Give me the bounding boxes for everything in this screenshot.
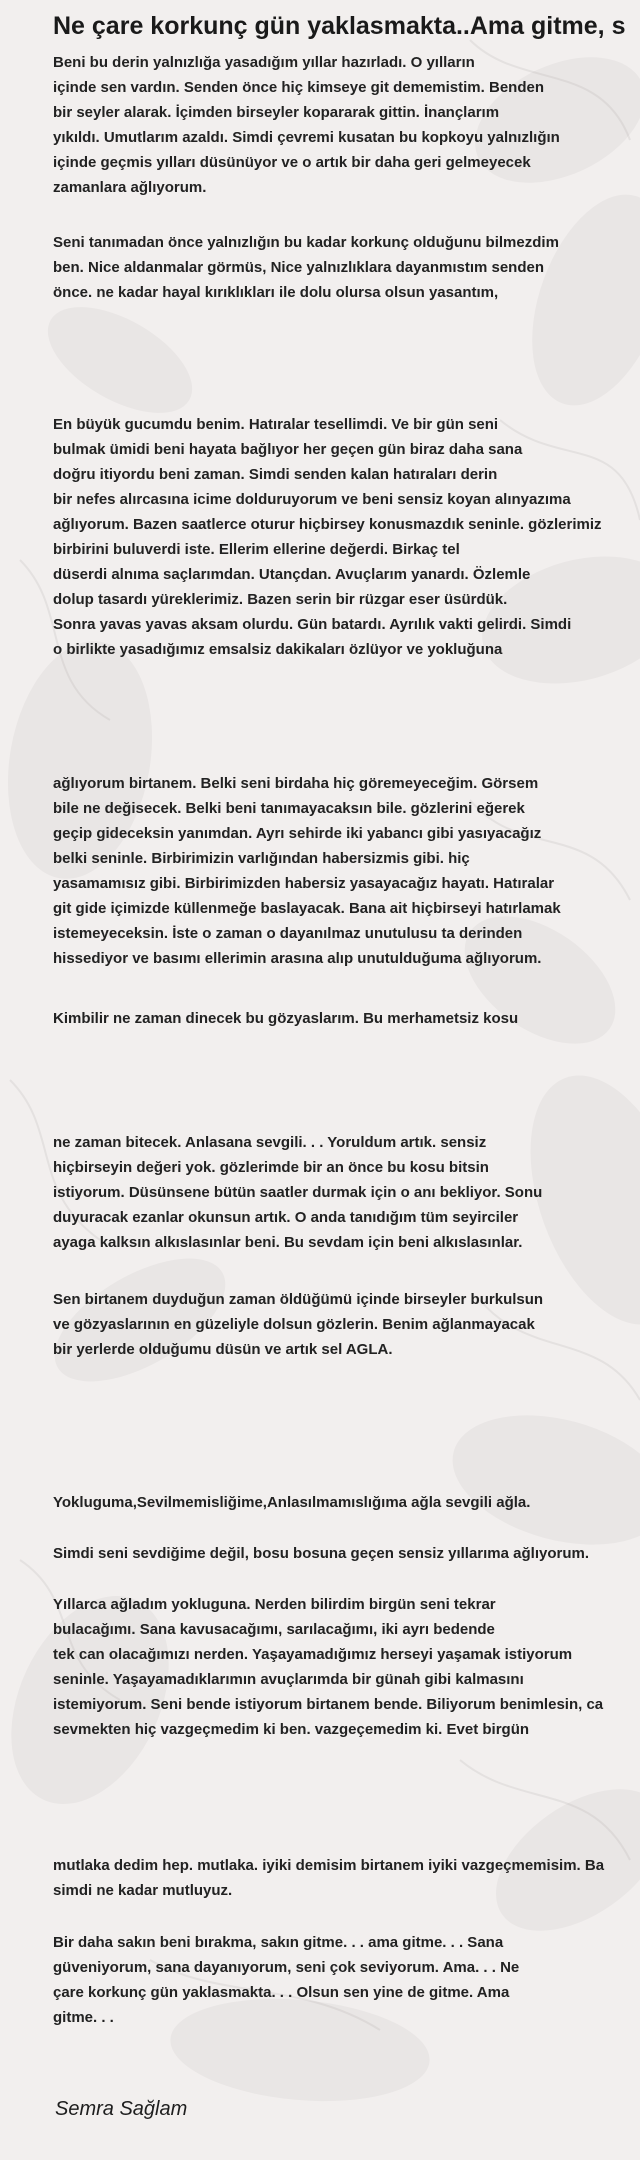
poem-line: ayaga kalksın alkıslasınlar beni. Bu sevdam için beni alkıslasınlar. bbox=[53, 1234, 523, 1251]
poem-line: istiyorum. Düsünsene bütün saatler durmak için o anı bekliyor. Sonu bbox=[53, 1184, 543, 1201]
poem-line: istemiyorum. Seni bende istiyorum birtanem bende. Biliyorum benimlesin, ca bbox=[53, 1696, 604, 1713]
poem-line: ben. Nice aldanmalar görmüs, Nice yalnızlıklara dayanmıstım senden bbox=[53, 259, 545, 276]
poem-line: geçip gideceksin yanımdan. Ayrı sehirde iki yabancı gibi yasıyacağız bbox=[53, 825, 542, 842]
poem-paragraph-12 bbox=[53, 1930, 519, 2030]
poem-line: Simdi seni sevdiğime değil, bosu bosuna geçen sensiz yıllarıma ağlıyorum. bbox=[53, 1545, 589, 1562]
poem-line: ağlıyorum. Bazen saatlerce oturur hiçbirsey konusmazdık seninle. gözlerimiz bbox=[53, 516, 602, 533]
poem-line: o birlikte yasadığımız emsalsiz dakikaları özlüyor ve yokluğuna bbox=[53, 641, 503, 658]
poem-paragraph-7 bbox=[53, 1287, 543, 1362]
poem-line: birbirini buluverdi iste. Ellerim ellerine değerdi. Birkaç tel bbox=[53, 541, 460, 558]
poem-paragraph-5 bbox=[53, 1006, 518, 1031]
poem-line: ve gözyaslarının en güzeliyle dolsun gözlerin. Benim ağlanmayacak bbox=[53, 1316, 535, 1333]
poem-line: ağlıyorum birtanem. Belki seni birdaha hiç göremeyeceğim. Görsem bbox=[53, 775, 539, 792]
poem-line: içinde sen vardın. Senden önce hiç kimseye git dememistim. Benden bbox=[53, 79, 544, 96]
poem-line: bulmak ümidi beni hayata bağlıyor her geçen gün biraz daha sana bbox=[53, 441, 523, 458]
poem-line: simdi ne kadar mutluyuz. bbox=[53, 1882, 233, 1899]
poem-line: çare korkunç gün yaklasmakta. . . Olsun sen yine de gitme. Ama bbox=[53, 1984, 510, 2001]
poem-line: bir seyler alarak. İçimden birseyler kopararak gittin. İnançlarım bbox=[53, 104, 500, 121]
poem-line: Kimbilir ne zaman dinecek bu gözyaslarım. Bu merhametsiz kosu bbox=[53, 1010, 519, 1027]
poem-line: Sonra yavas yavas aksam olurdu. Gün batardı. Ayrılık vakti gelirdi. Simdi bbox=[53, 616, 572, 633]
poem-line: Seni tanımadan önce yalnızlığın bu kadar korkunç olduğunu bilmezdim bbox=[53, 234, 559, 251]
poem-line: yıkıldı. Umutlarım azaldı. Simdi çevremi kusatan bu kopkoyu yalnızlığın bbox=[53, 129, 560, 146]
poem-paragraph-9 bbox=[53, 1541, 589, 1566]
poem-line: bir yerlerde olduğumu düsün ve artık sel AGLA. bbox=[53, 1341, 393, 1358]
poem-line: gitme. . . bbox=[53, 2009, 114, 2026]
poem-line: Sen birtanem duyduğun zaman öldüğümü içinde birseyler burkulsun bbox=[53, 1291, 544, 1308]
poem-line: dolup tasardı yüreklerimiz. Bazen serin bir rüzgar eser üsürdük. bbox=[53, 591, 508, 608]
poem-line: yasamamısız gibi. Birbirimizden habersiz yasayacağız hayatı. Hatıralar bbox=[53, 875, 555, 892]
poem-line: bulacağımı. Sana kavusacağımı, sarılacağımı, iki ayrı bedende bbox=[53, 1621, 495, 1638]
poem-line: belki seninle. Birbirimizin varlığından habersizmis gibi. hiç bbox=[53, 850, 470, 867]
poem-paragraph-4 bbox=[53, 771, 561, 971]
poem-line: içinde geçmis yılları düsünüyor ve o artık bir daha geri gelmeyecek bbox=[53, 154, 531, 171]
poem-author: Semra Sağlam bbox=[55, 2098, 188, 2120]
poem-line: mutlaka dedim hep. mutlaka. iyiki demisim birtanem iyiki vazgeçmemisim. Ba bbox=[53, 1857, 605, 1874]
poem-line: bile ne değisecek. Belki beni tanımayacaksın bile. gözlerini eğerek bbox=[53, 800, 525, 817]
poem-line: istemeyeceksin. İste o zaman o dayanılmaz unutulusu ta derinden bbox=[53, 925, 523, 942]
poem-line: seninle. Yaşayamadıklarımın avuçlarımda bir günah gibi kalmasını bbox=[53, 1671, 524, 1688]
poem-paragraph-2 bbox=[53, 230, 559, 305]
poem-line: duyuracak ezanlar okunsun artık. O anda tanıdığım tüm seyirciler bbox=[53, 1209, 519, 1226]
poem-line: Yokluguma,Sevilmemisliğime,Anlasılmamıslığıma ağla sevgili ağla. bbox=[53, 1494, 531, 1511]
poem-paragraph-10 bbox=[53, 1592, 603, 1742]
poem-line: güveniyorum, sana dayanıyorum, seni çok seviyorum. Ama. . . Ne bbox=[53, 1959, 520, 1976]
poem-line: sevmekten hiç vazgeçmedim ki ben. vazgeçemedim ki. Evet birgün bbox=[53, 1721, 530, 1738]
poem-paragraph-1 bbox=[53, 50, 560, 200]
poem-paragraph-11 bbox=[53, 1853, 604, 1903]
poem-line: önce. ne kadar hayal kırıklıkları ile dolu olursa olsun yasantım, bbox=[53, 284, 499, 301]
poem-line: doğru itiyordu beni zaman. Simdi senden kalan hatıraları derin bbox=[53, 466, 498, 483]
poem-line: En büyük gucumdu benim. Hatıralar tesellimdi. Ve bir gün seni bbox=[53, 416, 499, 433]
poem-title: Ne çare korkunç gün yaklasmakta..Ama gitme, s bbox=[53, 12, 626, 40]
poem-line: hissediyor ve basımı ellerimin arasına alıp unutulduğuma ağlıyorum. bbox=[53, 950, 542, 967]
poem-paragraph-6 bbox=[53, 1130, 542, 1255]
poem-line: hiçbirseyin değeri yok. gözlerimde bir an önce bu kosu bitsin bbox=[53, 1159, 489, 1176]
poem-line: Yıllarca ağladım yokluguna. Nerden bilirdim birgün seni tekrar bbox=[53, 1596, 496, 1613]
poem-paragraph-8 bbox=[53, 1490, 530, 1515]
poem-line: bir nefes alırcasına icime dolduruyorum ve beni sensiz koyan alınyazıma bbox=[53, 491, 571, 508]
poem-line: tek can olacağımızı nerden. Yaşayamadığımız herseyi yaşamak istiyorum bbox=[53, 1646, 573, 1663]
poem-line: düserdi alnıma saçlarımdan. Utançdan. Avuçlarım yanardı. Özlemle bbox=[53, 566, 531, 583]
poem-line: ne zaman bitecek. Anlasana sevgili. . . Yoruldum artık. sensiz bbox=[53, 1134, 487, 1151]
poem-line: Beni bu derin yalnızlığa yasadığım yıllar hazırladı. O yılların bbox=[53, 54, 475, 71]
poem-line: Bir daha sakın beni bırakma, sakın gitme. . . ama gitme. . . Sana bbox=[53, 1934, 504, 1951]
poem-line: zamanlara ağlıyorum. bbox=[53, 179, 207, 196]
poem-line: git gide içimizde küllenmeğe baslayacak. Bana ait hiçbirseyi hatırlamak bbox=[53, 900, 561, 917]
poem-paragraph-3 bbox=[53, 412, 602, 662]
